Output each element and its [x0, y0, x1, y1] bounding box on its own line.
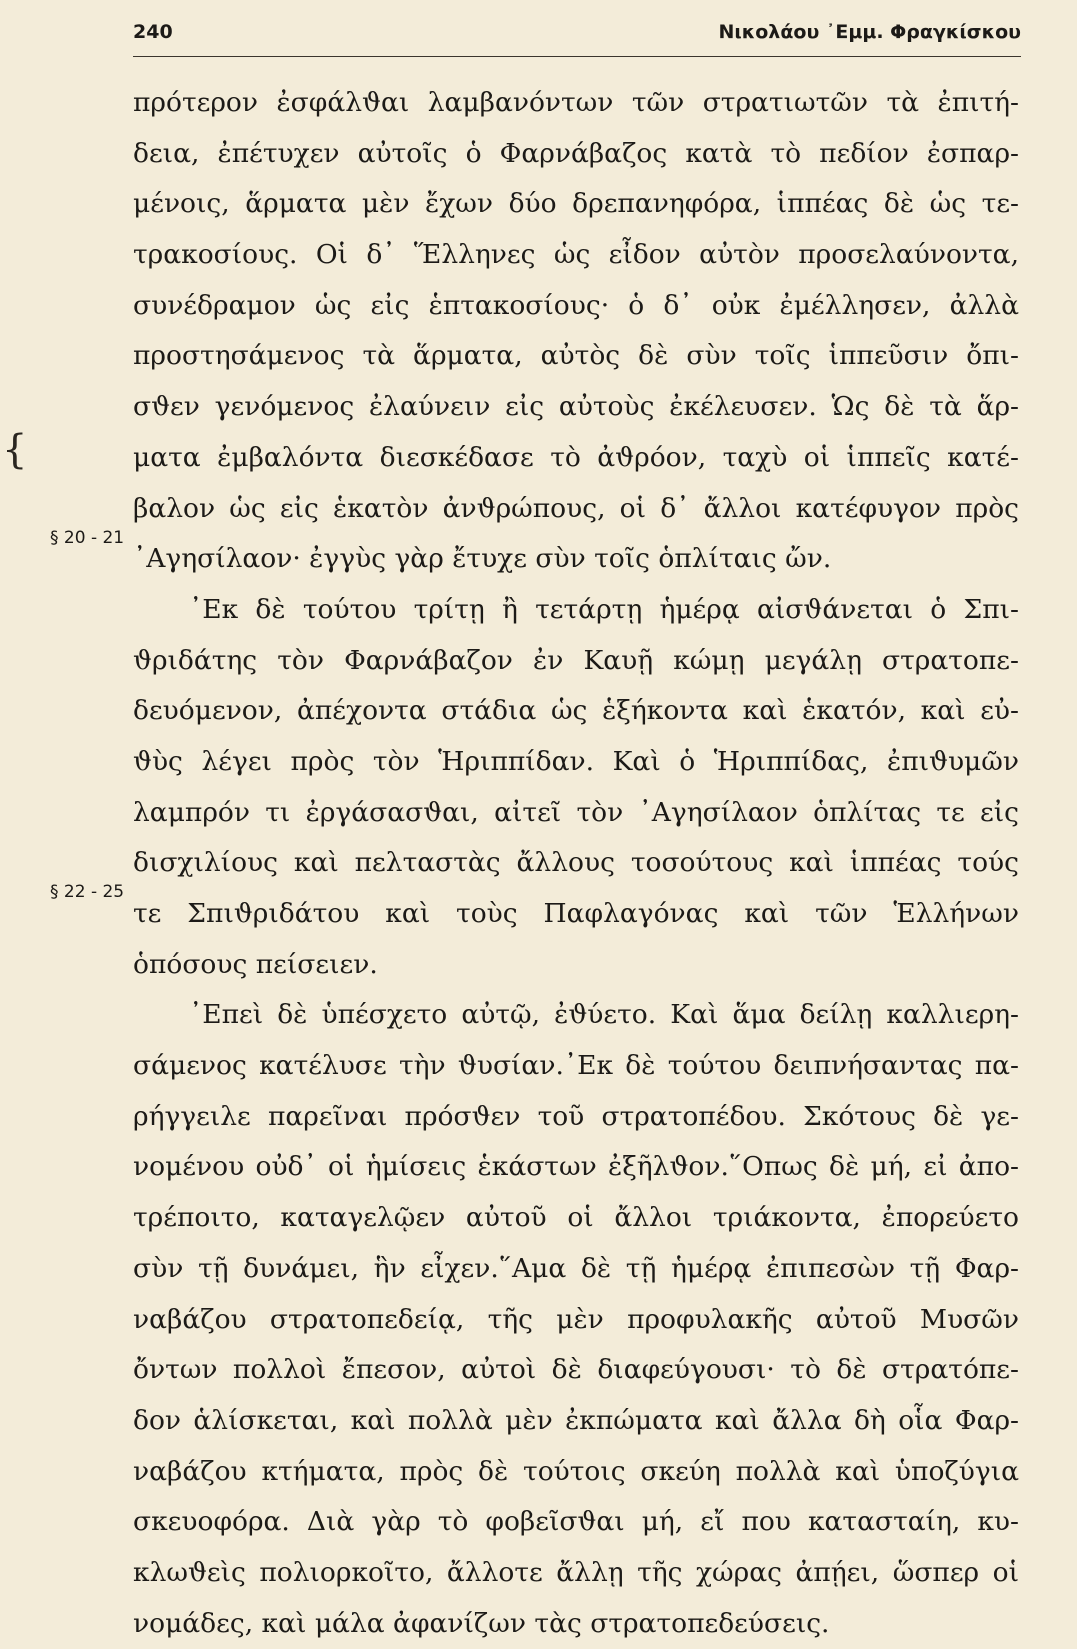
text-line: ᾿Εκ δὲ τούτου τρίτῃ ἢ τετάρτῃ ἡμέρᾳ αἰσϑάνεται ὁ Σπι-: [189, 593, 1019, 625]
text-line: βαλον ὡς εἰς ἑκατὸν ἀνϑρώπους, οἱ δ᾽ ἄλλοι κατέφυγον πρὸς: [133, 492, 1019, 524]
page-header: [133, 14, 1021, 50]
text-line: μένοις, ἅρματα μὲν ἔχων δύο δρεπανηφόρα, ἱππέας δὲ ὡς τε-: [133, 188, 1019, 220]
text-line: τρέποιτο, καταγελῷεν αὐτοῦ οἱ ἄλλοι τριάκοντα, ἐπορεύετο: [133, 1202, 1019, 1234]
text-line: πρότερον ἐσφάλϑαι λαμβανόντων τῶν στρατιωτῶν τὰ ἐπιτή-: [133, 87, 1019, 118]
text-line: ναβάζου κτήματα, πρὸς δὲ τούτοις σκεύη πολλὰ καὶ ὑποζύγια: [133, 1455, 1019, 1487]
text-line: δον ἁλίσκεται, καὶ πολλὰ μὲν ἐκπώματα καὶ ἄλλα δὴ οἷα Φαρ-: [133, 1404, 1019, 1436]
header-rule: [133, 56, 1021, 57]
text-line: ματα ἐμβαλόντα διεσκέδασε τὸ ἀϑρόον, ταχὺ οἱ ἱππεῖς κατέ-: [133, 441, 1019, 473]
text-line: δισχιλίους καὶ πελταστὰς ἄλλους τοσούτους καὶ ἱππέας τούς: [133, 847, 1019, 879]
text-line: νομάδες, καὶ μάλα ἀφανίζων τὰς στρατοπεδεύσεις.: [133, 1607, 830, 1639]
text-line: ᾿Αγησίλαον· ἐγγὺς γὰρ ἔτυχε σὺν τοῖς ὁπλίταις ὤν.: [133, 543, 832, 575]
text-line: σάμενος κατέλυσε τὴν ϑυσίαν.᾿Εκ δὲ τούτου δειπνήσαντας πα-: [133, 1050, 1019, 1082]
text-line: τε Σπιϑριδάτου καὶ τοὺς Παφλαγόνας καὶ τῶν Ἑλλήνων: [133, 898, 1019, 929]
text-line: σκευοφόρα. Διὰ γὰρ τὸ φοβεῖσϑαι μή, εἴ που κατασταίη, κυ-: [133, 1506, 1019, 1538]
text-line: σὺν τῇ δυνάμει, ἣν εἶχεν.῞Αμα δὲ τῇ ἡμέρᾳ ἐπιπεσὼν τῇ Φαρ-: [133, 1252, 1019, 1284]
text-line: ὁπόσους πείσειεν.: [133, 948, 378, 980]
body-text: [133, 78, 1019, 1649]
text-line: σϑεν γενόμενος ἐλαύνειν εἰς αὐτοὺς ἐκέλευσεν. Ὡς δὲ τὰ ἅρ-: [133, 391, 1019, 423]
running-title: Νικολάου ᾿Εμμ. Φραγκίσκου: [718, 21, 1021, 43]
text-line: προστησάμενος τὰ ἅρματα, αὐτὸς δὲ σὺν τοῖς ἱππεῦσιν ὄπι-: [133, 340, 1019, 372]
text-line: δεια, ἐπέτυχεν αὐτοῖς ὁ Φαρνάβαζος κατὰ τὸ πεδίον ἐσπαρ-: [133, 137, 1019, 169]
section-ref-1: § 20 - 21: [50, 528, 125, 548]
section-ref-2: § 22 - 25: [50, 882, 125, 902]
text-line: ϑριδάτης τὸν Φαρνάβαζον ἐν Καυῇ κώμῃ μεγάλῃ στρατοπε-: [133, 644, 1019, 676]
page-number: 240: [133, 21, 173, 43]
text-line: ναβάζου στρατοπεδείᾳ, τῆς μὲν προφυλακῆς αὐτοῦ Μυσῶν: [133, 1303, 1019, 1335]
text-line: λαμπρόν τι ἐργάσασϑαι, αἰτεῖ τὸν ᾿Αγησίλαον ὁπλίτας τε εἰς: [133, 796, 1019, 828]
text-line: νομένου οὐδ᾽ οἱ ἡμίσεις ἑκάστων ἐξῆλϑον.῞Οπως δὲ μή, εἰ ἀπο-: [133, 1151, 1019, 1183]
text-line: τρακοσίους. Οἱ δ᾽ Ἕλληνες ὡς εἶδον αὐτὸν προσελαύνοντα,: [133, 239, 1019, 271]
text-line: συνέδραμον ὡς εἰς ἑπτακοσίους· ὁ δ᾽ οὐκ ἐμέλλησεν, ἀλλὰ: [133, 289, 1019, 321]
text-line: κλωϑεὶς πολιορκοῖτο, ἄλλοτε ἄλλῃ τῆς χώρας ἀπῄει, ὥσπερ οἱ: [133, 1556, 1019, 1588]
text-line: ᾿Επεὶ δὲ ὑπέσχετο αὐτῷ, ἐϑύετο. Καὶ ἅμα δείλῃ καλλιερη-: [189, 999, 1019, 1031]
text-line: ϑὺς λέγει πρὸς τὸν Ἡριππίδαν. Καὶ ὁ Ἡριππίδας, ἐπιϑυμῶν: [133, 745, 1019, 777]
margin-brace-mark: {: [2, 427, 28, 473]
text-line: δευόμενον, ἀπέχοντα στάδια ὡς ἑξήκοντα καὶ ἑκατόν, καὶ εὐ-: [133, 695, 1019, 727]
text-line: ρήγγειλε παρεῖναι πρόσϑεν τοῦ στρατοπέδου. Σκότους δὲ γε-: [133, 1100, 1019, 1132]
text-line: ὄντων πολλοὶ ἔπεσον, αὐτοὶ δὲ διαφεύγουσι· τὸ δὲ στρατόπε-: [133, 1354, 1019, 1386]
